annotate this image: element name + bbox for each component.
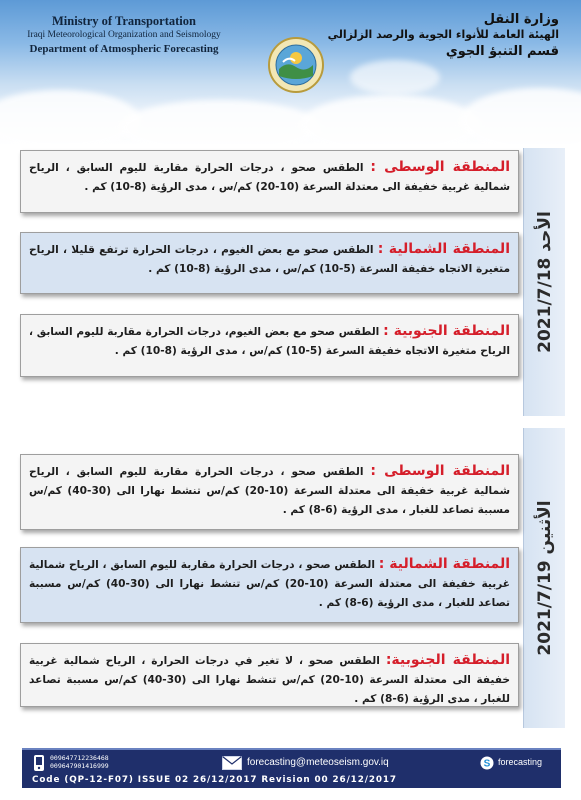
ministry-name-ar: وزارة النقل [483,12,559,27]
skype-handle[interactable]: forecasting [498,757,543,767]
region-title: المنطقة الوسطى : [370,463,511,479]
region-title: المنطقة الجنوبية : [383,323,510,339]
organization-name-ar: الهيئة العامة للأنواء الجوية والرصد الزلزالي [327,28,559,41]
english-letterhead [24,14,224,55]
forecast-text: الطقس صحو ، درجات الحرارة مقاربة لليوم السابق ، الرياح شمالية غربية خفيفة الى معتدلة السرعة (10-20) كم/س تنشط نهارا الى (30-40) كم/س مسببة تصاعد للغبار ، مدى الرؤية (6-8) كم . [29,559,510,609]
organization-name-en: Iraqi Meteorological Organization and Seismology [27,30,221,40]
cloud-decoration [350,60,440,95]
region-title: المنطقة الجنوبية: [385,652,510,668]
region-title: المنطقة الشمالية : [378,556,511,572]
arabic-letterhead [327,12,559,59]
cloud-decoration [460,88,581,145]
forecast-text: الطقس صحو مع بعض الغيوم، درجات الحرارة مقاربة لليوم السابق ، الرياح متغيرة الاتجاه خفيفة السرعة (5-10) كم/س ، مدى الرؤية (8-10) كم . [29,326,510,357]
document-header [0,0,581,145]
svg-text:S: S [483,758,491,770]
phone-number-2: 009647901416999 [50,762,109,770]
forecast-text: الطقس صحو ، لا تغير في درجات الحرارة ، الرياح شمالية غربية خفيفة الى معتدلة السرعة (10-20) كم/س تنشط نهارا الى (30-40) كم/س مسببة تصاعد للغبار ، مدى الرؤية (6-8) كم . [29,655,510,705]
date-label: الأثنين 2021/7/19 [534,500,555,656]
forecast-text: الطقس صحو مع بعض الغيوم ، درجات الحرارة ترتفع قليلا ، الرياح متغيرة الاتجاه خفيفة السرعة (5-10) كم/س ، مدى الرؤية (8-10) كم . [29,244,510,275]
forecast-box-north-day-1 [20,232,519,294]
document-code-line: Code (QP-12-F07) ISSUE 02 26/12/2017 Revision 00 26/12/2017 [32,775,397,785]
forecast-box-central-day-2 [20,454,519,530]
ministry-name-en: Ministry of Transportation [52,14,196,28]
phone-numbers [50,754,109,770]
cloud-decoration [300,95,480,145]
region-title: المنطقة الشمالية : [377,241,510,257]
cloud-decoration [120,100,320,145]
forecast-box-north-day-2 [20,547,519,623]
date-label: الأحد 2021/7/18 [534,211,555,353]
phone-number-1: 009647712236468 [50,754,109,762]
document-footer [22,748,561,788]
forecast-box-central-day-1 [20,150,519,213]
phone-icon [32,754,46,772]
forecast-text: الطقس صحو ، درجات الحرارة مقاربة لليوم السابق ، الرياح شمالية غربية خفيفة الى معتدلة السرعة (10-20) كم/س تنشط نهارا الى (30-40) كم/س مسببة تصاعد للغبار ، مدى الرؤية (6-8) كم . [29,466,510,516]
department-name-en: Department of Atmospheric Forecasting [29,43,219,55]
cloud-decoration [0,90,140,145]
forecast-box-south-day-2 [20,643,519,707]
email-address[interactable]: forecasting@meteoseism.gov.iq [247,757,389,768]
forecast-text: الطقس صحو ، درجات الحرارة مقاربة لليوم السابق ، الرياح شمالية غربية خفيفة الى معتدلة السرعة (10-20) كم/س ، مدى الرؤية (8-10) كم . [29,162,510,193]
skype-icon [480,756,494,770]
date-strip-day-2 [523,428,565,728]
meteorological-organization-logo [267,36,325,94]
department-name-ar: قسم التنبؤ الجوي [445,44,559,59]
date-strip-day-1 [523,148,565,416]
forecast-box-south-day-1 [20,314,519,377]
mail-icon [222,756,242,770]
region-title: المنطقة الوسطى : [370,159,511,175]
